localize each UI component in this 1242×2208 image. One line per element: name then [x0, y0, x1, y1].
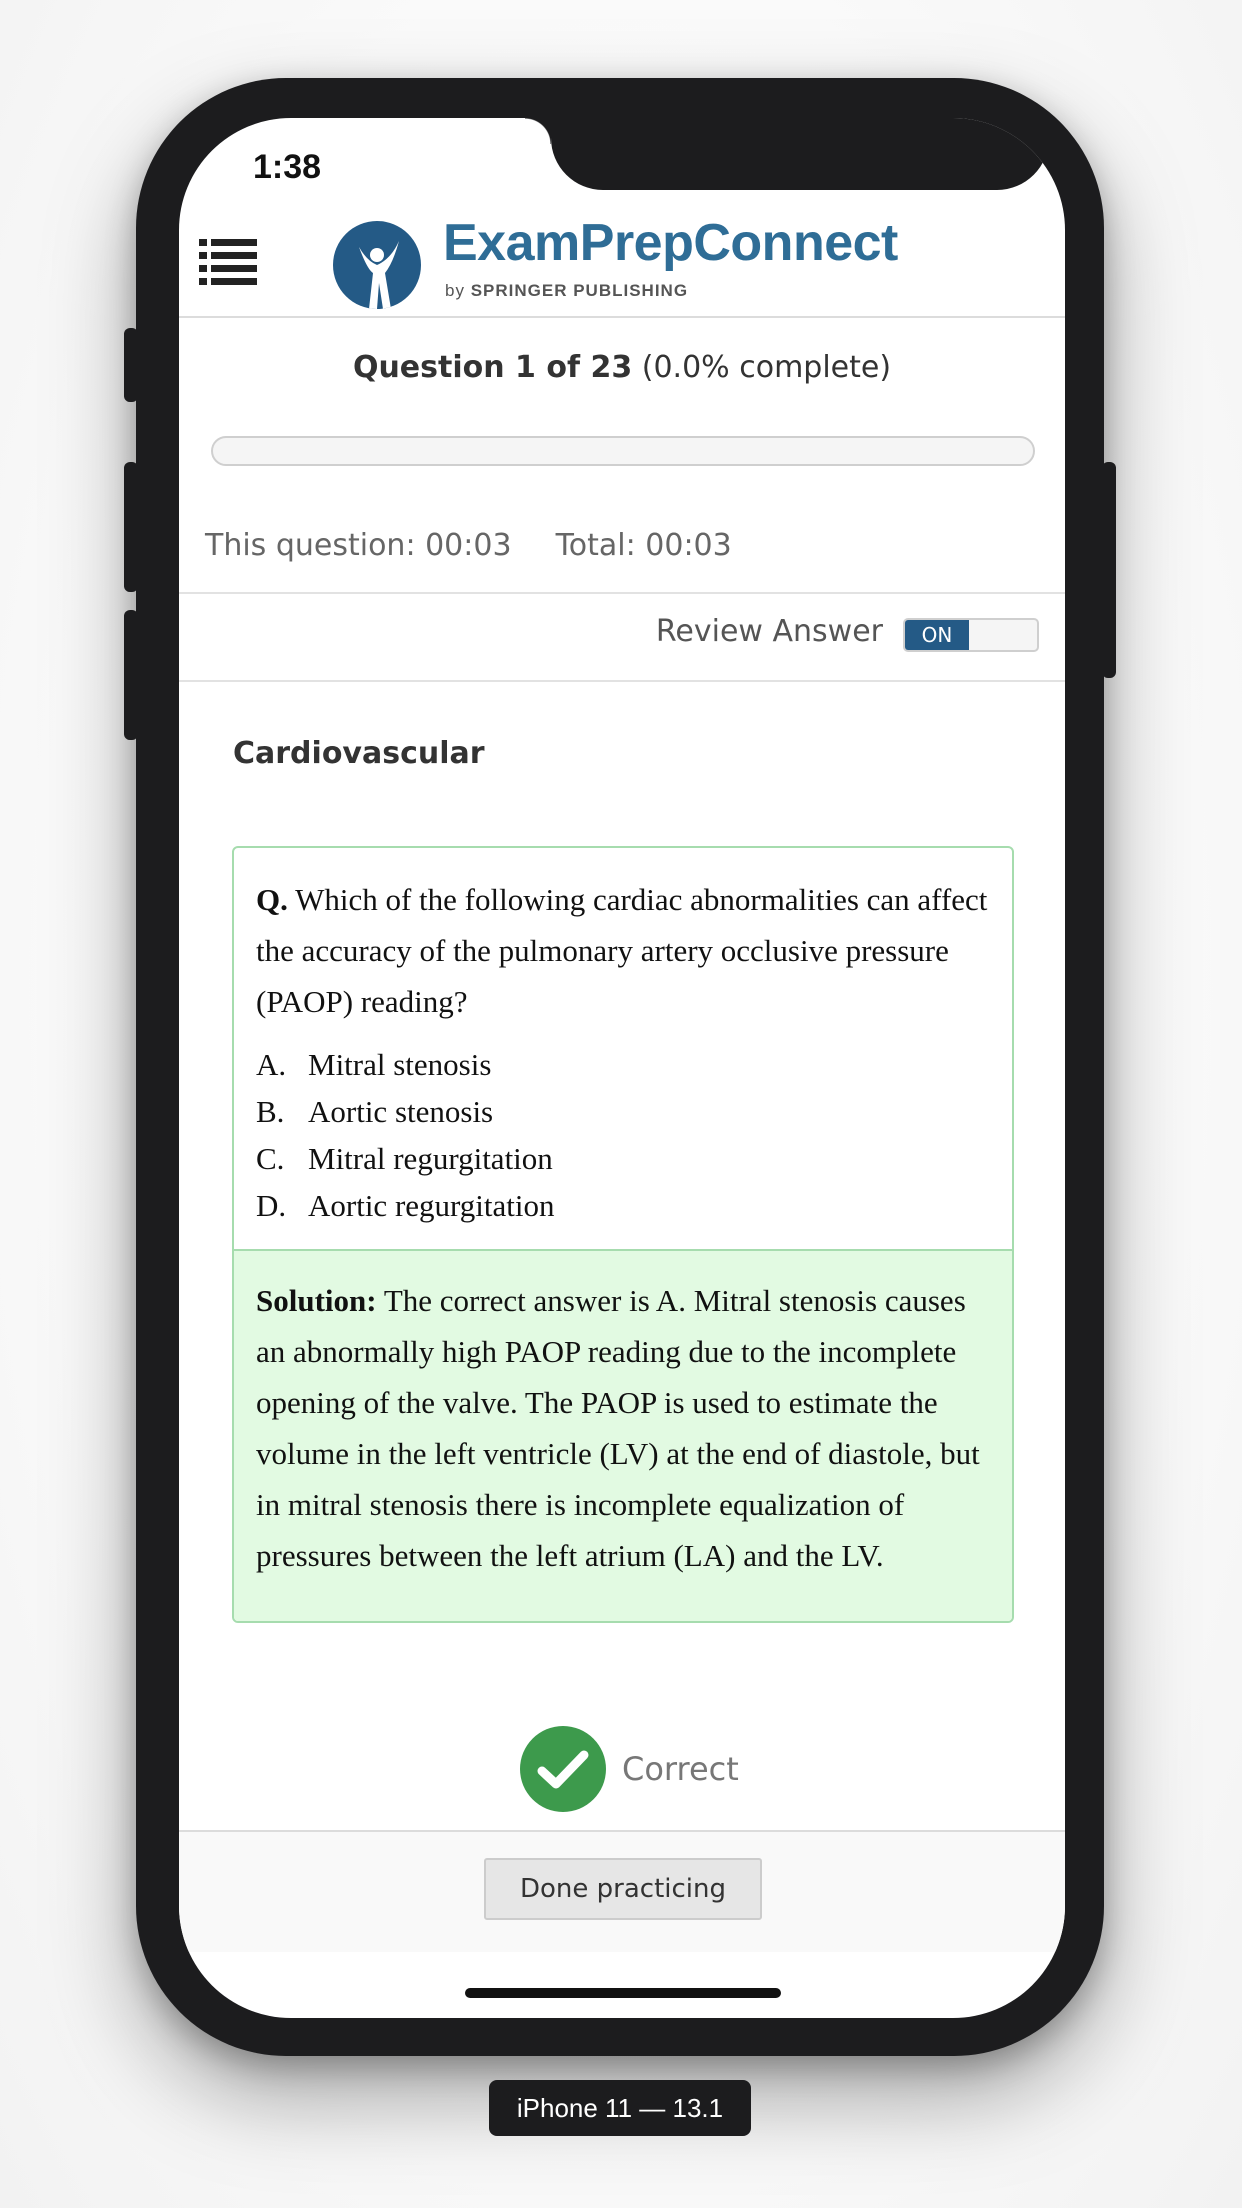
- timers: [205, 528, 776, 563]
- power-button: [1102, 462, 1116, 678]
- question-text-block: [234, 848, 1012, 1041]
- app-screen: [179, 118, 1065, 2018]
- category-title: Cardiovascular: [233, 736, 485, 771]
- result-label: Correct: [622, 1750, 739, 1788]
- brand-subtitle-prefix: by: [445, 281, 471, 300]
- solution-text: The correct answer is A. Mitral stenosis causes an abnormally high PAOP reading due to the incomplete opening of the valve. The PAOP is used to estimate the volume in the left ventricle (LV) at the end of diastole, but in mitral stenosis there is incomplete equalization of pressures between the left atrium (LA) and the LV.: [256, 1283, 980, 1573]
- brand-title: ExamPrepConnect: [443, 214, 898, 272]
- option-text: Mitral regurgitation: [308, 1141, 553, 1176]
- volume-up-button: [124, 462, 138, 592]
- option-letter: B.: [256, 1094, 285, 1129]
- question-progress: [179, 350, 1065, 385]
- toggle-on-label: ON: [905, 620, 969, 650]
- checkmark-icon: [520, 1726, 606, 1812]
- question-counter: Question 1 of 23: [352, 350, 633, 385]
- app-header: [179, 213, 1065, 318]
- solution-prefix: Solution:: [256, 1283, 377, 1318]
- progress-bar: [211, 436, 1035, 466]
- question-timer: This question: 00:03: [205, 528, 512, 563]
- option-text: Aortic stenosis: [308, 1094, 494, 1129]
- status-time: 1:38: [253, 148, 322, 186]
- person-figure-logo: [333, 221, 421, 309]
- question-card: [232, 846, 1014, 1623]
- answer-option[interactable]: [256, 1135, 990, 1182]
- brand-subtitle: [445, 281, 688, 301]
- option-text: Aortic regurgitation: [308, 1188, 555, 1223]
- review-answer-toggle[interactable]: [903, 618, 1039, 652]
- answer-option[interactable]: [256, 1088, 990, 1135]
- total-timer: Total: 00:03: [555, 528, 732, 563]
- answer-option[interactable]: [256, 1041, 990, 1088]
- question-prefix: Q.: [256, 882, 288, 917]
- option-letter: D.: [256, 1188, 287, 1223]
- percent-complete: (0.0% complete): [641, 350, 892, 385]
- result-indicator: [520, 1726, 739, 1812]
- answer-option[interactable]: [256, 1182, 990, 1229]
- brand-subtitle-name: SPRINGER PUBLISHING: [470, 281, 689, 300]
- footer-bar: [179, 1830, 1065, 1952]
- question-text: Which of the following cardiac abnormalities can affect the accuracy of the pulmonary artery occlusive pressure (PAOP) reading?: [256, 882, 988, 1019]
- silent-switch: [124, 328, 138, 402]
- done-practicing-button[interactable]: Done practicing: [484, 1858, 762, 1920]
- option-text: Mitral stenosis: [308, 1047, 492, 1082]
- option-letter: A.: [256, 1047, 287, 1082]
- solution-panel: [234, 1249, 1012, 1621]
- device-label: iPhone 11 — 13.1: [489, 2080, 751, 2136]
- home-indicator[interactable]: [465, 1988, 781, 1998]
- notch: [551, 118, 1049, 190]
- review-answer-label: Review Answer: [655, 614, 883, 649]
- answer-options: [234, 1041, 1012, 1249]
- review-answer-row: [179, 592, 1065, 682]
- option-letter: C.: [256, 1141, 285, 1176]
- list-icon[interactable]: [199, 237, 259, 287]
- volume-down-button: [124, 610, 138, 740]
